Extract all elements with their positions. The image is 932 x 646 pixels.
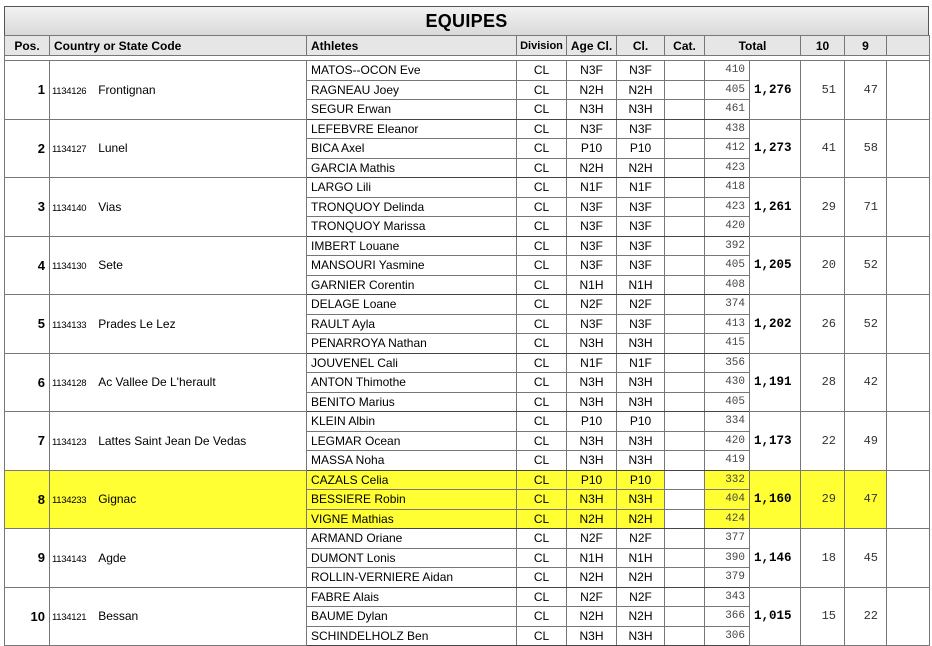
- athlete-score: 424: [705, 509, 750, 529]
- team-blank: [887, 412, 930, 471]
- team-tens: 26: [801, 295, 845, 354]
- athlete-division: CL: [517, 353, 567, 373]
- athlete-name[interactable]: RAGNEAU Joey: [307, 80, 517, 100]
- athlete-division: CL: [517, 256, 567, 276]
- athlete-name[interactable]: FABRE Alais: [307, 587, 517, 607]
- team-tens: 41: [801, 119, 845, 178]
- athlete-name[interactable]: JOUVENEL Cali: [307, 353, 517, 373]
- athlete-category: [665, 373, 705, 393]
- athlete-category: [665, 314, 705, 334]
- athlete-score: 405: [705, 256, 750, 276]
- club-name: Gignac: [98, 492, 137, 507]
- athlete-class: N3H: [617, 392, 665, 412]
- athlete-score: 405: [705, 80, 750, 100]
- athlete-name[interactable]: KLEIN Albin: [307, 412, 517, 432]
- athlete-name[interactable]: ROLLIN-VERNIERE Aidan: [307, 568, 517, 588]
- athlete-row[interactable]: [5, 178, 930, 198]
- club-name: Sete: [98, 258, 123, 273]
- athlete-name[interactable]: LEGMAR Ocean: [307, 431, 517, 451]
- athlete-name[interactable]: IMBERT Louane: [307, 236, 517, 256]
- athlete-age-class: N2H: [567, 80, 617, 100]
- athlete-class: N3H: [617, 431, 665, 451]
- athlete-age-class: N3H: [567, 626, 617, 646]
- athlete-age-class: P10: [567, 470, 617, 490]
- athlete-age-class: N3F: [567, 119, 617, 139]
- team-club-cell[interactable]: [50, 61, 307, 120]
- athlete-age-class: N2F: [567, 587, 617, 607]
- club-code: 1134233: [52, 495, 87, 507]
- athlete-division: CL: [517, 529, 567, 549]
- club-name: Lattes Saint Jean De Vedas: [98, 433, 247, 448]
- athlete-score: 430: [705, 373, 750, 393]
- athlete-division: CL: [517, 295, 567, 315]
- club-code: 1134127: [52, 144, 87, 156]
- team-position: 7: [5, 412, 50, 471]
- athlete-division: CL: [517, 80, 567, 100]
- athlete-category: [665, 412, 705, 432]
- team-position: 8: [5, 470, 50, 529]
- athlete-name[interactable]: BICA Axel: [307, 139, 517, 159]
- athlete-category: [665, 470, 705, 490]
- team-position: 1: [5, 61, 50, 120]
- athlete-age-class: N3H: [567, 100, 617, 120]
- athlete-division: CL: [517, 314, 567, 334]
- header-category[interactable]: Cat.: [665, 36, 705, 56]
- athlete-name[interactable]: MATOS--OCON Eve: [307, 61, 517, 81]
- athlete-division: CL: [517, 490, 567, 510]
- athlete-category: [665, 158, 705, 178]
- club-code: 1134126: [52, 85, 87, 97]
- team-nines: 47: [845, 470, 887, 529]
- athlete-category: [665, 548, 705, 568]
- athlete-score: 412: [705, 139, 750, 159]
- header-blank: [887, 36, 930, 56]
- athlete-category: [665, 392, 705, 412]
- athlete-category: [665, 607, 705, 627]
- athlete-class: N3H: [617, 334, 665, 354]
- team-nines: 22: [845, 587, 887, 646]
- athlete-category: [665, 275, 705, 295]
- athlete-score: 423: [705, 158, 750, 178]
- athlete-score: 374: [705, 295, 750, 315]
- team-total: 1,273: [750, 119, 801, 178]
- athlete-score: 332: [705, 470, 750, 490]
- team-total: 1,015: [750, 587, 801, 646]
- athlete-division: CL: [517, 275, 567, 295]
- athlete-age-class: N3H: [567, 334, 617, 354]
- athlete-row[interactable]: [5, 61, 930, 81]
- athlete-class: N3F: [617, 314, 665, 334]
- club-name: Lunel: [98, 141, 128, 156]
- athlete-class: N3H: [617, 451, 665, 471]
- team-tens: 18: [801, 529, 845, 588]
- athlete-age-class: P10: [567, 139, 617, 159]
- athlete-name[interactable]: LARGO Lili: [307, 178, 517, 198]
- team-club-cell[interactable]: [50, 470, 307, 529]
- athlete-score: 413: [705, 314, 750, 334]
- team-tens: 28: [801, 353, 845, 412]
- athlete-class: P10: [617, 470, 665, 490]
- athlete-age-class: N2H: [567, 568, 617, 588]
- athlete-category: [665, 568, 705, 588]
- athlete-score: 420: [705, 431, 750, 451]
- athlete-class: N2F: [617, 587, 665, 607]
- athlete-category: [665, 451, 705, 471]
- athlete-division: CL: [517, 431, 567, 451]
- team-club-cell[interactable]: [50, 178, 307, 237]
- athlete-class: N2H: [617, 158, 665, 178]
- team-tens: 29: [801, 470, 845, 529]
- team-club-cell[interactable]: [50, 119, 307, 178]
- athlete-age-class: N1F: [567, 353, 617, 373]
- athlete-class: N2F: [617, 295, 665, 315]
- athlete-division: CL: [517, 197, 567, 217]
- athlete-class: N1F: [617, 353, 665, 373]
- athlete-category: [665, 295, 705, 315]
- team-nines: 71: [845, 178, 887, 237]
- athlete-row[interactable]: [5, 529, 930, 549]
- athlete-name[interactable]: RAULT Ayla: [307, 314, 517, 334]
- athlete-age-class: N3H: [567, 373, 617, 393]
- club-code: 1134140: [52, 202, 87, 214]
- athlete-category: [665, 80, 705, 100]
- athlete-division: CL: [517, 139, 567, 159]
- club-name: Ac Vallee De L'herault: [98, 375, 216, 390]
- athlete-age-class: N3F: [567, 256, 617, 276]
- athlete-age-class: N2F: [567, 529, 617, 549]
- athlete-category: [665, 139, 705, 159]
- athlete-score: 377: [705, 529, 750, 549]
- athlete-row[interactable]: [5, 470, 930, 490]
- athlete-row[interactable]: [5, 587, 930, 607]
- athlete-class: N3F: [617, 61, 665, 81]
- header-athletes[interactable]: Athletes: [307, 36, 517, 56]
- athlete-name[interactable]: BESSIERE Robin: [307, 490, 517, 510]
- team-club-cell[interactable]: [50, 529, 307, 588]
- athlete-class: P10: [617, 139, 665, 159]
- athlete-division: CL: [517, 607, 567, 627]
- athlete-class: N3F: [617, 236, 665, 256]
- header-pos[interactable]: Pos.: [5, 36, 50, 56]
- team-blank: [887, 178, 930, 237]
- athlete-name[interactable]: PENARROYA Nathan: [307, 334, 517, 354]
- team-position: 10: [5, 587, 50, 646]
- athlete-age-class: N3H: [567, 392, 617, 412]
- club-code: 1134121: [52, 612, 87, 624]
- header-nines[interactable]: 9: [845, 36, 887, 56]
- team-club-cell[interactable]: [50, 587, 307, 646]
- athlete-age-class: N2H: [567, 607, 617, 627]
- team-total: 1,202: [750, 295, 801, 354]
- athlete-category: [665, 217, 705, 237]
- athlete-age-class: N1F: [567, 178, 617, 198]
- athlete-category: [665, 236, 705, 256]
- athlete-division: CL: [517, 412, 567, 432]
- athlete-score: 438: [705, 119, 750, 139]
- athlete-score: 408: [705, 275, 750, 295]
- header-total[interactable]: Total: [705, 36, 801, 56]
- athlete-division: CL: [517, 548, 567, 568]
- athlete-division: CL: [517, 373, 567, 393]
- athlete-category: [665, 178, 705, 198]
- team-nines: 49: [845, 412, 887, 471]
- team-nines: 47: [845, 61, 887, 120]
- team-position: 6: [5, 353, 50, 412]
- athlete-age-class: N3F: [567, 236, 617, 256]
- results-sheet: [4, 6, 929, 646]
- athlete-age-class: N2F: [567, 295, 617, 315]
- athlete-age-class: N3F: [567, 197, 617, 217]
- athlete-name[interactable]: SEGUR Erwan: [307, 100, 517, 120]
- athlete-class: N3F: [617, 119, 665, 139]
- athlete-row[interactable]: [5, 353, 930, 373]
- team-nines: 58: [845, 119, 887, 178]
- athlete-score: 404: [705, 490, 750, 510]
- athlete-name[interactable]: VIGNE Mathias: [307, 509, 517, 529]
- athlete-category: [665, 626, 705, 646]
- athlete-row[interactable]: [5, 295, 930, 315]
- athlete-class: N3H: [617, 626, 665, 646]
- team-tens: 22: [801, 412, 845, 471]
- athlete-score: 366: [705, 607, 750, 627]
- header-country[interactable]: Country or State Code: [50, 36, 307, 56]
- athlete-name[interactable]: ARMAND Oriane: [307, 529, 517, 549]
- athlete-class: N3F: [617, 256, 665, 276]
- athlete-class: N2H: [617, 568, 665, 588]
- team-nines: 45: [845, 529, 887, 588]
- athlete-score: 334: [705, 412, 750, 432]
- athlete-score: 461: [705, 100, 750, 120]
- athlete-category: [665, 334, 705, 354]
- athlete-row[interactable]: [5, 412, 930, 432]
- team-blank: [887, 587, 930, 646]
- athlete-class: N1H: [617, 548, 665, 568]
- club-name: Vias: [98, 199, 122, 214]
- athlete-score: 356: [705, 353, 750, 373]
- athlete-class: N1F: [617, 178, 665, 198]
- team-nines: 52: [845, 295, 887, 354]
- team-club-cell[interactable]: [50, 353, 307, 412]
- club-code: 1134128: [52, 378, 87, 390]
- athlete-name[interactable]: CAZALS Celia: [307, 470, 517, 490]
- team-blank: [887, 61, 930, 120]
- athlete-class: N2H: [617, 80, 665, 100]
- club-code: 1134123: [52, 436, 87, 448]
- athlete-division: CL: [517, 451, 567, 471]
- athlete-age-class: N3H: [567, 451, 617, 471]
- table-header-row: [5, 36, 930, 56]
- athlete-age-class: N3H: [567, 490, 617, 510]
- athlete-age-class: N3F: [567, 61, 617, 81]
- athlete-score: 405: [705, 392, 750, 412]
- team-position: 2: [5, 119, 50, 178]
- team-tens: 51: [801, 61, 845, 120]
- athlete-division: CL: [517, 100, 567, 120]
- club-name: Prades Le Lez: [98, 316, 176, 331]
- club-name: Frontignan: [98, 82, 156, 97]
- athlete-score: 419: [705, 451, 750, 471]
- athlete-name[interactable]: MANSOURI Yasmine: [307, 256, 517, 276]
- team-total: 1,276: [750, 61, 801, 120]
- athlete-name[interactable]: DELAGE Loane: [307, 295, 517, 315]
- athlete-name[interactable]: SCHINDELHOLZ Ben: [307, 626, 517, 646]
- athlete-score: 410: [705, 61, 750, 81]
- athlete-age-class: N2H: [567, 158, 617, 178]
- results-table: [4, 35, 930, 646]
- athlete-division: CL: [517, 392, 567, 412]
- header-tens[interactable]: 10: [801, 36, 845, 56]
- team-tens: 20: [801, 236, 845, 295]
- athlete-class: P10: [617, 412, 665, 432]
- athlete-division: CL: [517, 178, 567, 198]
- athlete-class: N3F: [617, 197, 665, 217]
- athlete-score: 343: [705, 587, 750, 607]
- athlete-category: [665, 529, 705, 549]
- athlete-class: N1H: [617, 275, 665, 295]
- header-age-class[interactable]: Age Cl.: [567, 36, 617, 56]
- athlete-category: [665, 197, 705, 217]
- team-total: 1,191: [750, 353, 801, 412]
- team-total: 1,160: [750, 470, 801, 529]
- athlete-name[interactable]: GARNIER Corentin: [307, 275, 517, 295]
- athlete-category: [665, 353, 705, 373]
- sheet-title: EQUIPES: [4, 6, 929, 35]
- athlete-division: CL: [517, 119, 567, 139]
- athlete-category: [665, 490, 705, 510]
- athlete-category: [665, 256, 705, 276]
- team-total: 1,173: [750, 412, 801, 471]
- athlete-category: [665, 100, 705, 120]
- team-position: 4: [5, 236, 50, 295]
- athlete-name[interactable]: TRONQUOY Marissa: [307, 217, 517, 237]
- team-tens: 29: [801, 178, 845, 237]
- team-total: 1,205: [750, 236, 801, 295]
- athlete-age-class: N3F: [567, 217, 617, 237]
- athlete-name[interactable]: ANTON Thimothe: [307, 373, 517, 393]
- team-tens: 15: [801, 587, 845, 646]
- athlete-age-class: N3F: [567, 314, 617, 334]
- club-code: 1134130: [52, 261, 87, 273]
- athlete-category: [665, 431, 705, 451]
- athlete-class: N3H: [617, 100, 665, 120]
- team-blank: [887, 353, 930, 412]
- athlete-division: CL: [517, 509, 567, 529]
- team-club-cell[interactable]: [50, 236, 307, 295]
- athlete-age-class: N1H: [567, 548, 617, 568]
- athlete-category: [665, 119, 705, 139]
- athlete-score: 415: [705, 334, 750, 354]
- team-position: 3: [5, 178, 50, 237]
- club-code: 1134133: [52, 319, 87, 331]
- athlete-score: 390: [705, 548, 750, 568]
- team-blank: [887, 529, 930, 588]
- team-nines: 52: [845, 236, 887, 295]
- results-body: [5, 56, 930, 646]
- team-club-cell[interactable]: [50, 295, 307, 354]
- athlete-row[interactable]: [5, 236, 930, 256]
- athlete-name[interactable]: BAUME Dylan: [307, 607, 517, 627]
- athlete-category: [665, 587, 705, 607]
- athlete-category: [665, 61, 705, 81]
- team-club-cell[interactable]: [50, 412, 307, 471]
- team-blank: [887, 470, 930, 529]
- team-position: 9: [5, 529, 50, 588]
- athlete-score: 306: [705, 626, 750, 646]
- athlete-division: CL: [517, 470, 567, 490]
- athlete-name[interactable]: LEFEBVRE Eleanor: [307, 119, 517, 139]
- athlete-age-class: N2H: [567, 509, 617, 529]
- athlete-class: N3H: [617, 490, 665, 510]
- athlete-class: N3F: [617, 217, 665, 237]
- header-class[interactable]: Cl.: [617, 36, 665, 56]
- athlete-division: CL: [517, 587, 567, 607]
- athlete-score: 418: [705, 178, 750, 198]
- athlete-name[interactable]: BENITO Marius: [307, 392, 517, 412]
- athlete-class: N2F: [617, 529, 665, 549]
- athlete-age-class: N3H: [567, 431, 617, 451]
- athlete-division: CL: [517, 236, 567, 256]
- athlete-division: CL: [517, 158, 567, 178]
- athlete-division: CL: [517, 568, 567, 588]
- athlete-score: 420: [705, 217, 750, 237]
- team-blank: [887, 236, 930, 295]
- athlete-age-class: N1H: [567, 275, 617, 295]
- team-position: 5: [5, 295, 50, 354]
- athlete-class: N3H: [617, 373, 665, 393]
- team-total: 1,261: [750, 178, 801, 237]
- athlete-age-class: P10: [567, 412, 617, 432]
- athlete-division: CL: [517, 61, 567, 81]
- team-blank: [887, 295, 930, 354]
- athlete-score: 423: [705, 197, 750, 217]
- team-blank: [887, 119, 930, 178]
- athlete-class: N2H: [617, 509, 665, 529]
- athlete-division: CL: [517, 334, 567, 354]
- athlete-name[interactable]: TRONQUOY Delinda: [307, 197, 517, 217]
- club-name: Agde: [98, 550, 127, 565]
- team-nines: 42: [845, 353, 887, 412]
- header-division[interactable]: Division: [517, 36, 567, 56]
- athlete-category: [665, 509, 705, 529]
- club-name: Bessan: [98, 609, 139, 624]
- athlete-division: CL: [517, 626, 567, 646]
- athlete-name[interactable]: DUMONT Lonis: [307, 548, 517, 568]
- athlete-score: 392: [705, 236, 750, 256]
- team-total: 1,146: [750, 529, 801, 588]
- athlete-row[interactable]: [5, 119, 930, 139]
- athlete-score: 379: [705, 568, 750, 588]
- athlete-name[interactable]: GARCIA Mathis: [307, 158, 517, 178]
- athlete-class: N2H: [617, 607, 665, 627]
- athlete-division: CL: [517, 217, 567, 237]
- athlete-name[interactable]: MASSA Noha: [307, 451, 517, 471]
- club-code: 1134143: [52, 553, 87, 565]
